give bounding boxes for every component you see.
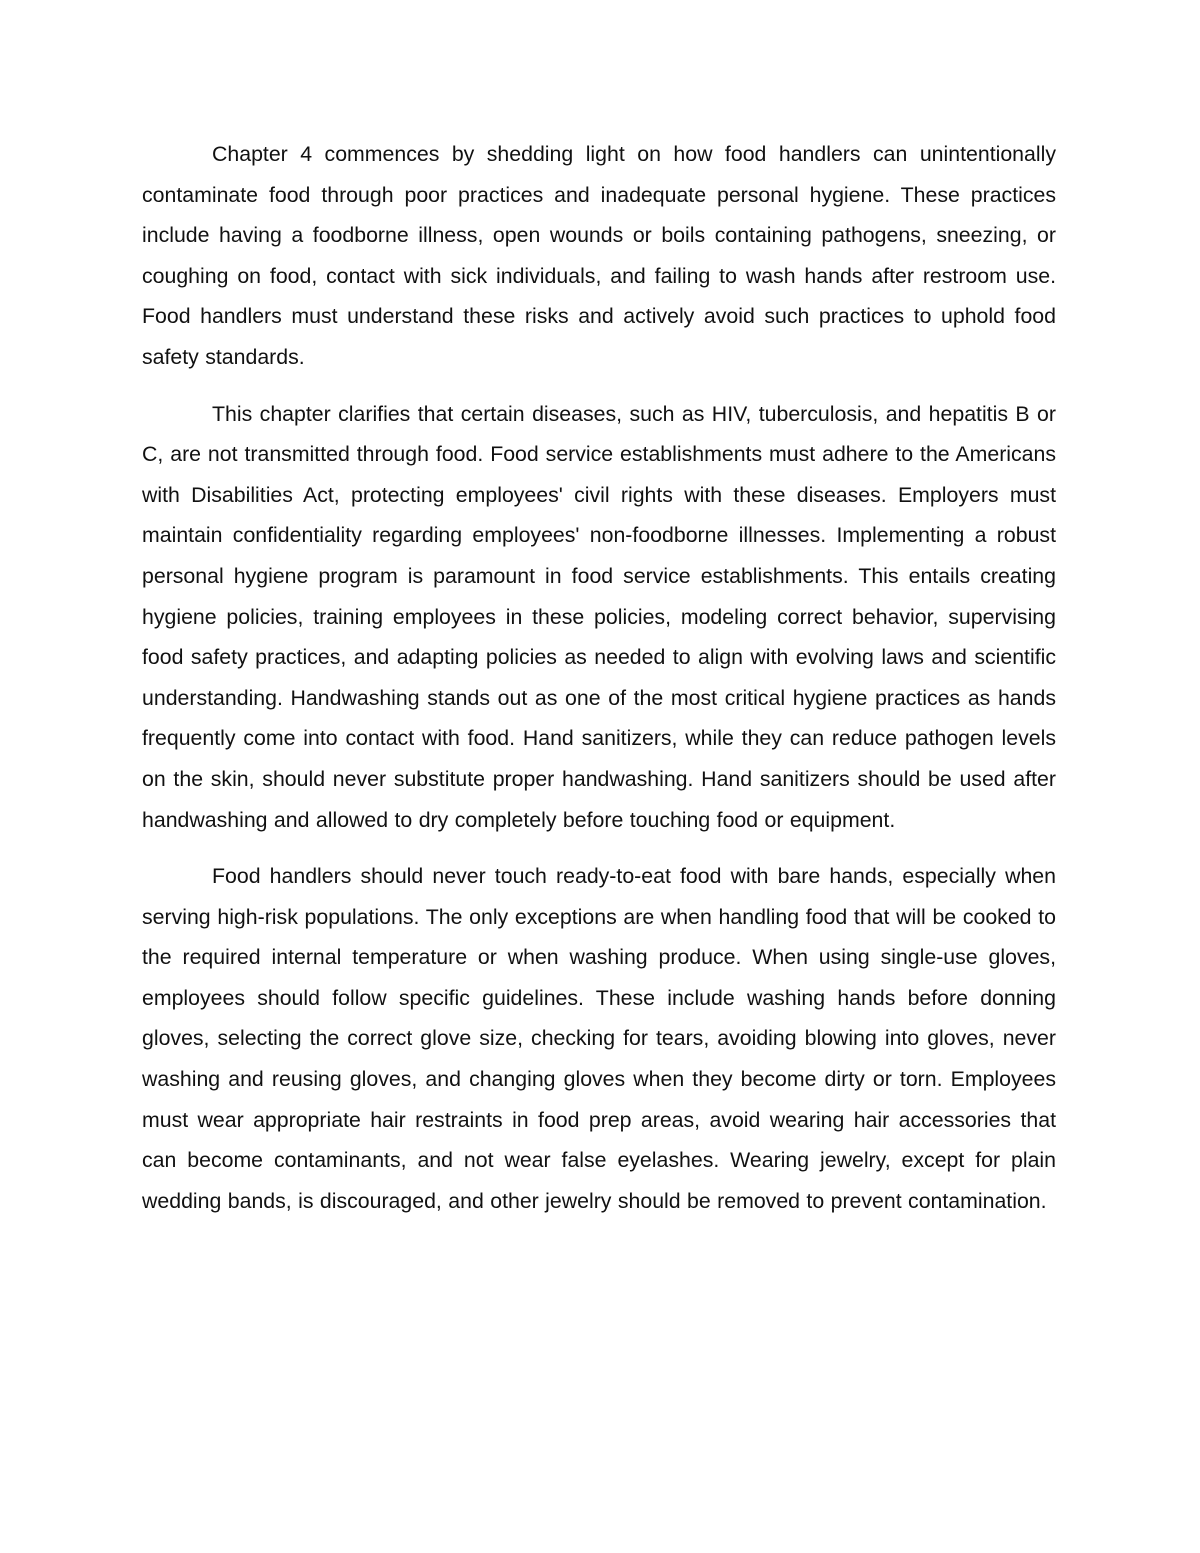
document-page — [142, 134, 1056, 1237]
paragraph-1: Chapter 4 commences by shedding light on how food handlers can unintentionally contaminate food through poor practices and inadequate personal hygiene. These practices include having a foodborne illness, open wounds or boils containing pathogens, sneezing, or coughing on food, contact with sick individuals, and failing to wash hands after restroom use. Food handlers must understand these risks and actively avoid such practices to uphold food safety standards. — [142, 142, 1056, 369]
paragraph-2: This chapter clarifies that certain diseases, such as HIV, tuberculosis, and hepatitis B or C, are not transmitted through food. Food service establishments must adhere to the Americans with Disabilities Act, protecting employees' civil rights with these diseases. Employers must maintain confidentiality regarding employees' non-foodborne illnesses. Implementing a robust personal hygiene program is paramount in food service establishments. This entails creating hygiene policies, training employees in these policies, modeling correct behavior, supervising food safety practices, and adapting policies as needed to align with evolving laws and scientific understanding. Handwashing stands out as one of the most critical hygiene practices as hands frequently come into contact with food. Hand sanitizers, while they can reduce pathogen levels on the skin, should never substitute proper handwashing. Hand sanitizers should be used after handwashing and allowed to dry completely before touching food or equipment. — [142, 401, 1056, 832]
paragraph-3: Food handlers should never touch ready-to-eat food with bare hands, especially when serving high-risk populations. The only exceptions are when handling food that will be cooked to the required internal temperature or when washing produce. When using single-use gloves, employees should follow specific guidelines. These include washing hands before donning gloves, selecting the correct glove size, checking for tears, avoiding blowing into gloves, never washing and reusing gloves, and changing gloves when they become dirty or torn. Employees must wear appropriate hair restraints in food prep areas, avoid wearing hair accessories that can become contaminants, and not wear false eyelashes. Wearing jewelry, except for plain wedding bands, is discouraged, and other jewelry should be removed to prevent contamination. — [142, 864, 1056, 1213]
